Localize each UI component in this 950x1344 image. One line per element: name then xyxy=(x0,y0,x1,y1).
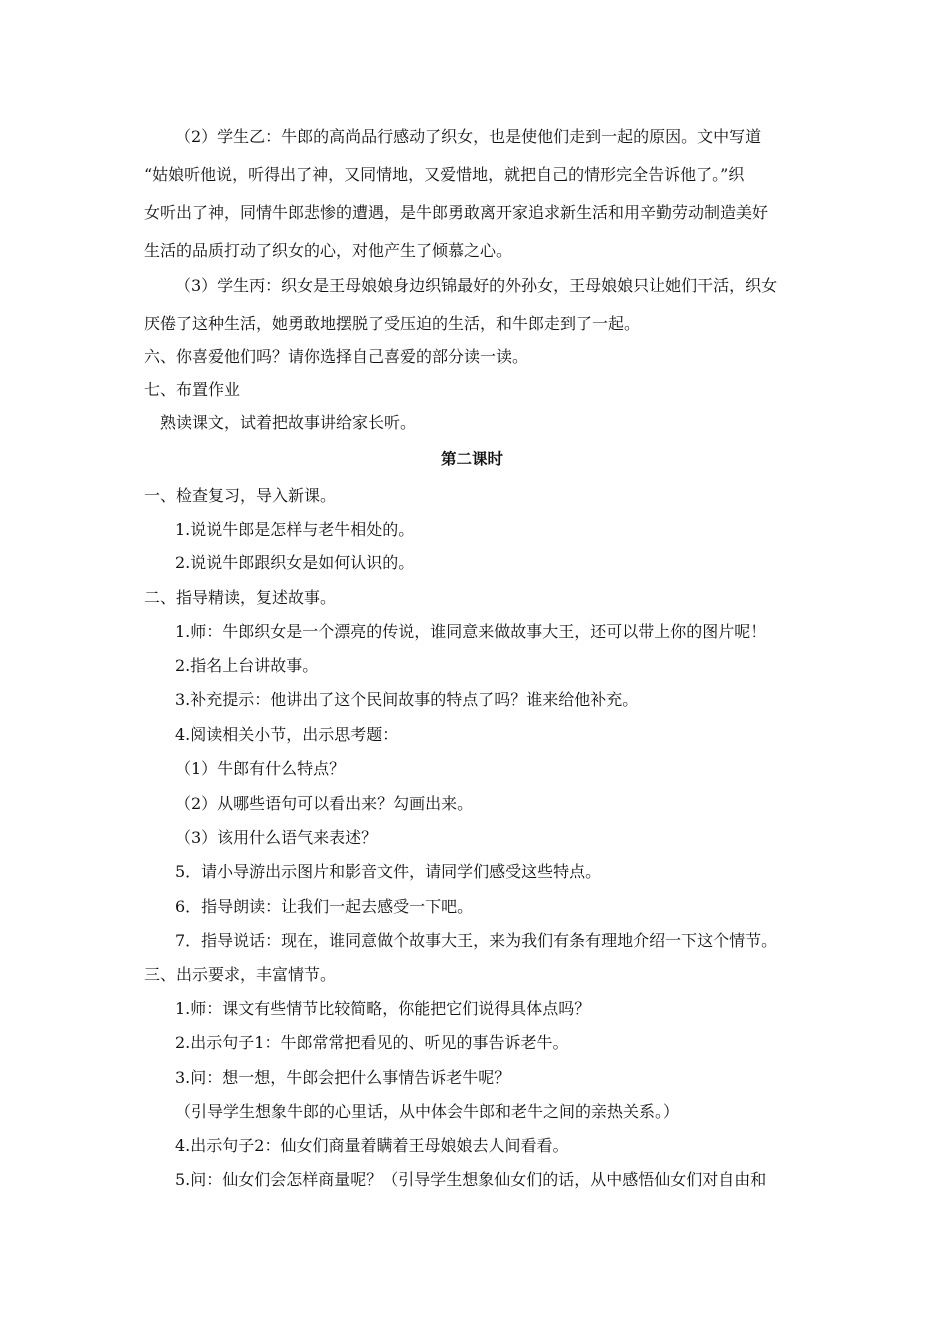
list-item: 5.问：仙女们会怎样商量呢？（引导学生想象仙女们的话，从中感悟仙女们对自由和 xyxy=(175,1170,767,1189)
paragraph-line: “姑娘听他说，听得出了神，又同情地，又爱惜地，就把自己的情形完全告诉他了。”织 xyxy=(144,165,745,184)
list-item: （3）该用什么语气来表述？ xyxy=(175,828,378,847)
list-item: （1）牛郎有什么特点？ xyxy=(175,759,346,778)
paragraph-line: 熟读课文，试着把故事讲给家长听。 xyxy=(160,413,417,432)
list-item: 2.说说牛郎跟织女是如何认识的。 xyxy=(175,553,415,572)
paragraph-line: （3）学生丙：织女是王母娘娘身边织锦最好的外孙女，王母娘娘只让她们干活，织女 xyxy=(175,276,778,295)
list-item: 5．请小导游出示图片和影音文件，请同学们感受这些特点。 xyxy=(175,862,602,881)
paragraph-line: （2）学生乙：牛郎的高尚品行感动了织女，也是使他们走到一起的原因。文中写道 xyxy=(175,127,762,146)
paragraph-line: 女听出了神，同情牛郎悲惨的遭遇，是牛郎勇敢离开家追求新生活和用辛勤劳动制造美好 xyxy=(144,203,769,222)
list-item: 2.指名上台讲故事。 xyxy=(175,656,319,675)
lesson-title: 第二课时 xyxy=(441,450,504,468)
list-item: 4.阅读相关小节，出示思考题： xyxy=(175,725,399,744)
list-item: 7．指导说话：现在，谁同意做个故事大王，来为我们有条有理地介绍一下这个情节。 xyxy=(175,931,778,950)
list-item: 3.问：想一想，牛郎会把什么事情告诉老牛呢？ xyxy=(175,1068,511,1087)
section-heading: 二、指导精读，复述故事。 xyxy=(144,588,337,607)
list-item: 1.说说牛郎是怎样与老牛相处的。 xyxy=(175,520,415,539)
section-heading: 七、布置作业 xyxy=(144,380,241,399)
list-item: 4.出示句子2：仙女们商量着瞒着王母娘娘去人间看看。 xyxy=(175,1136,569,1155)
list-item: 6．指导朗读：让我们一起去感受一下吧。 xyxy=(175,897,474,916)
paragraph-line: 生活的品质打动了织女的心，对他产生了倾慕之心。 xyxy=(144,241,513,260)
section-heading: 六、你喜爱他们吗？请你选择自己喜爱的部分读一读。 xyxy=(144,347,529,366)
list-item: 1.师：课文有些情节比较简略，你能把它们说得具体点吗？ xyxy=(175,999,591,1018)
list-item: 2.出示句子1：牛郎常常把看见的、听见的事告诉老牛。 xyxy=(175,1033,569,1052)
section-heading: 三、出示要求，丰富情节。 xyxy=(144,965,337,984)
section-heading: 一、检查复习，导入新课。 xyxy=(144,486,337,505)
list-item: 3.补充提示：他讲出了这个民间故事的特点了吗？谁来给他补充。 xyxy=(175,690,639,709)
list-item: 1.师：牛郎织女是一个漂亮的传说，谁同意来做故事大王，还可以带上你的图片呢！ xyxy=(175,622,767,641)
list-item: （2）从哪些语句可以看出来？勾画出来。 xyxy=(175,794,474,813)
paragraph-line: 厌倦了这种生活，她勇敢地摆脱了受压迫的生活，和牛郎走到了一起。 xyxy=(144,314,641,333)
list-item: （引导学生想象牛郎的心里话，从中体会牛郎和老牛之间的亲热关系。） xyxy=(175,1102,680,1121)
